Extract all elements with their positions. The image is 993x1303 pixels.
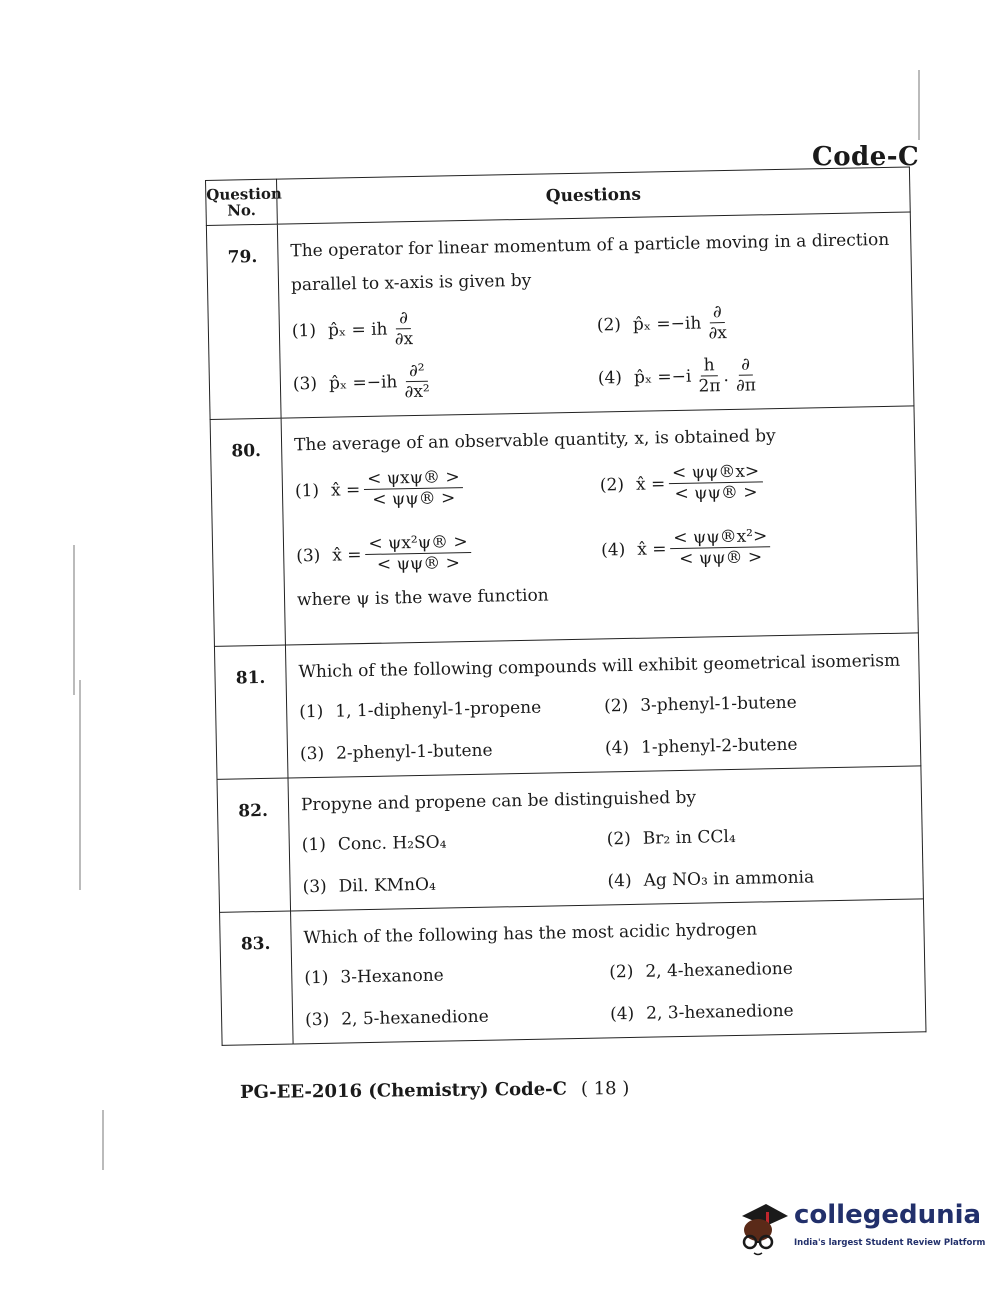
option-3: (3) 2, 5-hexanedione <box>304 1006 489 1031</box>
question-number: 83. <box>220 911 294 1045</box>
question-text: Which of the following has the most acidic hydrogen <box>303 919 758 949</box>
scan-mark <box>79 680 81 890</box>
question-text: The average of an observable quantity, x, is obtained by <box>293 426 776 456</box>
option-3: (3) 2-phenyl-1-butene <box>299 740 493 765</box>
question-number: 82. <box>217 778 291 912</box>
option-1: (1) 3-Hexanone <box>304 965 444 989</box>
mascot-icon <box>736 1198 790 1258</box>
option-1: (1) Conc. H₂SO₄ <box>301 832 447 856</box>
question-number: 80. <box>210 418 285 646</box>
option-4: (4) x̂ = $\frac{\text{< ψψ®x²>}}{< \psi\psi® >}$ <box>601 524 907 571</box>
option-grid <box>299 686 910 770</box>
question-body <box>285 633 920 778</box>
question-text: The operator for linear momentum of a particle moving in a direction parallel to x-axis is given by <box>290 229 890 296</box>
logo-name: collegedunia <box>794 1200 982 1230</box>
question-number: 81. <box>214 645 288 779</box>
question-note: where ψ is the wave function <box>296 585 549 611</box>
question-body <box>288 766 923 911</box>
option-3: (3) x̂ = $\frac{\text{< ψx²ψ® >}}{< \psi\psi® >}$ <box>296 529 602 576</box>
question-text: Which of the following compounds will exhibit geometrical isomerism <box>298 650 901 683</box>
fraction: $\frac{\partial}{\partial x}$ <box>394 308 414 350</box>
option-4: (4) Ag NO₃ in ammonia <box>607 867 815 892</box>
option-1: (1) x̂ = $\frac{\text{< ψxψ® >}}{< \psi\psi® >}$ <box>295 464 601 511</box>
fraction: $\frac{\text{∂²}}{\text{∂x²}}$ <box>404 360 430 403</box>
question-row <box>217 766 923 912</box>
option-grid <box>304 952 915 1036</box>
fraction: $\frac{\text{< ψψ®x²>}}{< \psi\psi® >}$ <box>670 526 771 569</box>
question-sheet <box>205 166 927 1069</box>
option-2: (2) 2, 4-hexanedione <box>609 958 794 983</box>
fraction: $\frac{\partial}{\partial x}$ <box>708 302 728 344</box>
option-3: (3) Dil. KMnO₄ <box>302 874 436 898</box>
fraction: $\frac{\text{< ψxψ® >}}{< \psi\psi® >}$ <box>364 467 463 510</box>
fraction: $\frac{h}{2\pi}$ <box>698 355 721 397</box>
question-row <box>206 212 914 419</box>
page-footer <box>240 1078 630 1103</box>
question-table <box>205 166 926 1045</box>
question-body <box>291 899 926 1044</box>
scan-mark <box>918 70 920 140</box>
col-question-no: Question No. <box>206 179 278 225</box>
fraction: $\frac{\text{< ψx²ψ® >}}{< \psi\psi® >}$ <box>365 532 471 575</box>
logo-tagline: India's largest Student Review Platform <box>794 1238 986 1248</box>
page-number: ( 18 ) <box>580 1077 630 1100</box>
option-grid <box>302 819 913 903</box>
option-4: (4) 1-phenyl-2-butene <box>604 734 798 759</box>
question-number: 79. <box>206 224 281 419</box>
scan-mark <box>73 545 75 695</box>
question-text: Propyne and propene can be distinguished by <box>300 787 697 816</box>
question-body <box>281 406 918 645</box>
fraction: $\frac{< \psi\psi®x>}{< \psi\psi® >}$ <box>669 461 763 504</box>
option-2: (2) Br₂ in CCl₄ <box>606 826 736 850</box>
option-1: (1) p̂ₓ = ih $\frac{\partial}{\partial x}$ <box>292 305 598 352</box>
option-2: (2) 3-phenyl-1-butene <box>603 692 797 717</box>
fraction: $\frac{\partial}{\partial\pi}$ <box>735 354 757 396</box>
option-2: (2) x̂ = $\frac{< \psi\psi®x>}{< \psi\psi® >}$ <box>600 459 906 506</box>
option-1: (1) 1, 1-diphenyl-1-propene <box>299 697 542 723</box>
question-row <box>210 406 918 646</box>
scan-mark <box>102 1110 104 1170</box>
col-questions: Questions <box>276 167 910 224</box>
option-4: (4) 2, 3-hexanedione <box>609 1000 794 1025</box>
option-3: (3) p̂ₓ =−ih $\frac{\text{∂²}}{\text{∂x²}}$ <box>293 357 599 404</box>
option-grid <box>295 459 907 577</box>
option-2: (2) p̂ₓ =−ih $\frac{\partial}{\partial x}$ <box>596 299 902 346</box>
exam-code: Code-C <box>812 142 920 172</box>
option-grid <box>292 299 904 405</box>
collegedunia-logo <box>736 1198 986 1260</box>
question-row <box>214 633 920 779</box>
footer-exam: PG-EE-2016 (Chemistry) Code-C <box>239 1078 568 1104</box>
option-4: (4) p̂ₓ =−i $\frac{h}{2\pi}$ . $\frac{\partial}{\partial\pi}$ <box>597 352 903 399</box>
question-row <box>220 899 926 1045</box>
question-body <box>277 212 914 418</box>
